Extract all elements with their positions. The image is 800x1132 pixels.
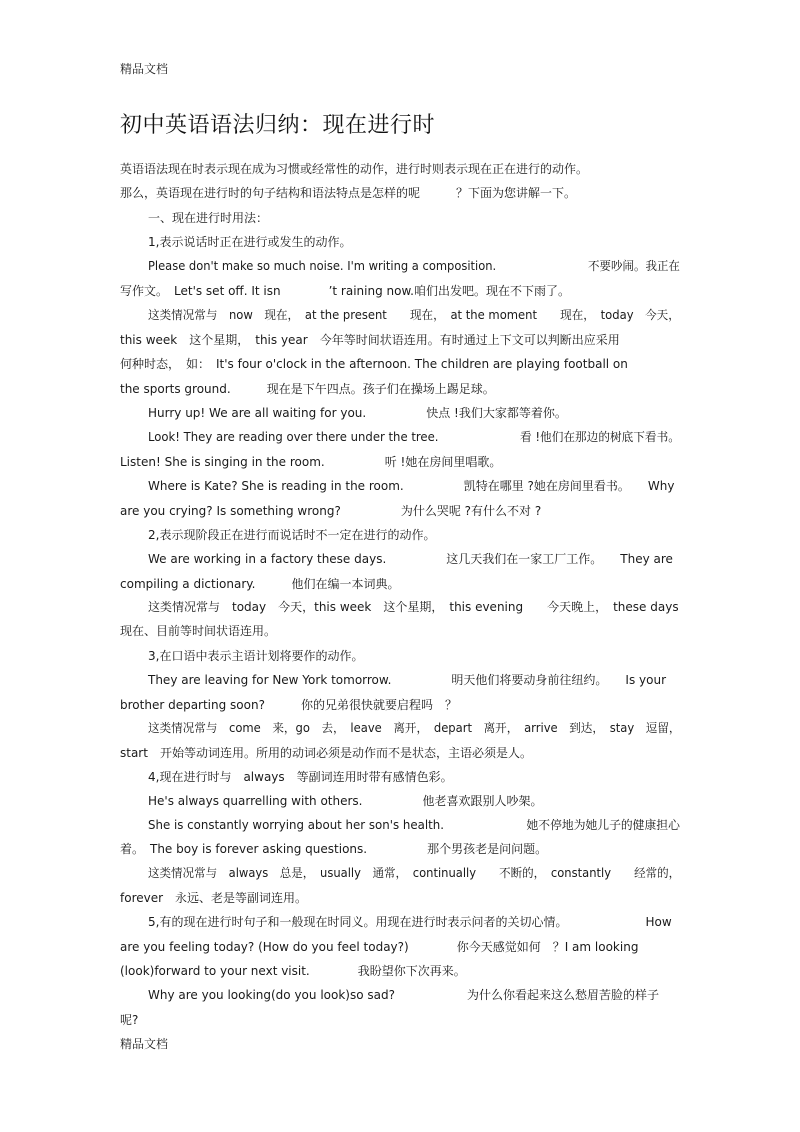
text-line: 一、现在进行时用法：	[148, 211, 269, 225]
text-line: 这类情况常与 come 来，go 去， leave 离开， depart 离开， arrive 到达， stay 逗留，	[148, 721, 681, 735]
text-line: He's always quarrelling with others. 他老喜欢跟别人吵架。	[148, 794, 543, 808]
page-footer: 精品文档	[120, 1037, 169, 1051]
text-line: She is constantly worrying about her son's health. 她不停地为她儿子的健康担心	[148, 818, 680, 832]
text-line: 1,表示说话时正在进行或发生的动作。	[148, 235, 352, 249]
text-line: 这类情况常与 today 今天，this week 这个星期， this evening 今天晚上， these days	[148, 600, 679, 614]
text-line: 3,在口语中表示主语计划将要作的动作。	[148, 649, 364, 663]
text-line: this week 这个星期， this year 今年等时间状语连用。有时通过上下文可以判断出应采用	[120, 333, 620, 347]
text-line: 那么，英语现在进行时的句子结构和语法特点是怎样的呢 ？下面为您讲解一下。	[120, 186, 577, 200]
text-line: brother departing soon? 你的兄弟很快就要启程吗 ？	[120, 698, 457, 712]
text-line: the sports ground. 现在是下午四点。孩子们在操场上踢足球。	[120, 382, 495, 396]
text-line: Hurry up! We are all waiting for you. 快点 !我们大家都等着你。	[148, 406, 567, 420]
text-line: compiling a dictionary. 他们在编一本词典。	[120, 577, 400, 591]
text-line: Where is Kate? She is reading in the room. 凯特在哪里 ?她在房间里看书。 Why	[148, 479, 675, 493]
text-line: 写作文。 Let's set off. It isn ’t raining now.咱们出发吧。现在不下雨了。	[120, 284, 570, 298]
document-title: 初中英语语法归纳：现在进行时	[120, 113, 436, 138]
text-line: are you crying? Is something wrong? 为什么哭呢 ?有什么不对 ?	[120, 504, 542, 518]
text-line: 英语语法现在时表示现在成为习惯或经常性的动作，进行时则表示现在正在进行的动作。	[120, 162, 589, 176]
text-line: 5,有的现在进行时句子和一般现在时同义。用现在进行时表示问者的关切心情。 How	[148, 915, 672, 929]
page-header: 精品文档	[120, 62, 169, 76]
text-line: 4,现在进行时与 always 等副词连用时带有感情色彩。	[148, 770, 453, 784]
text-line: Why are you looking(do you look)so sad? 为什么你看起来这么愁眉苦脸的样子	[148, 988, 659, 1002]
text-line: We are working in a factory these days. 这几天我们在一家工厂工作。 They are	[148, 552, 673, 566]
text-line: 呢?	[120, 1013, 139, 1027]
text-line: 2,表示现阶段正在进行而说话时不一定在进行的动作。	[148, 528, 436, 542]
text-line: 这类情况常与 now 现在， at the present 现在， at the moment 现在， today 今天，	[148, 308, 680, 322]
text-line: Look! They are reading over there under the tree. 看 !他们在那边的树底下看书。	[148, 430, 680, 444]
text-line: (look)forward to your next visit. 我盼望你下次再来。	[120, 964, 466, 978]
text-line: start 开始等动词连用。所用的动词必须是动作而不是状态，主语必须是人。	[120, 746, 532, 760]
text-line: 何种时态， 如： It's four o'clock in the afternoon. The children are playing football on	[120, 357, 628, 371]
text-line: 现在、目前等时间状语连用。	[120, 624, 277, 638]
text-line: 这类情况常与 always 总是， usually 通常， continually 不断的， constantly 经常的，	[148, 866, 681, 880]
text-line: Listen! She is singing in the room. 听 !她在房间里唱歌。	[120, 455, 502, 469]
text-line: are you feeling today? (How do you feel today?) 你今天感觉如何 ？I am looking	[120, 940, 639, 954]
text-line: 着。 The boy is forever asking questions. 那个男孩老是问问题。	[120, 842, 548, 856]
text-line: Please don't make so much noise. I'm writing a composition. 不要吵闹。我正在	[148, 259, 680, 273]
text-line: forever 永远、老是等副词连用。	[120, 891, 308, 905]
text-line: They are leaving for New York tomorrow. 明天他们将要动身前往纽约。 Is your	[148, 673, 667, 687]
